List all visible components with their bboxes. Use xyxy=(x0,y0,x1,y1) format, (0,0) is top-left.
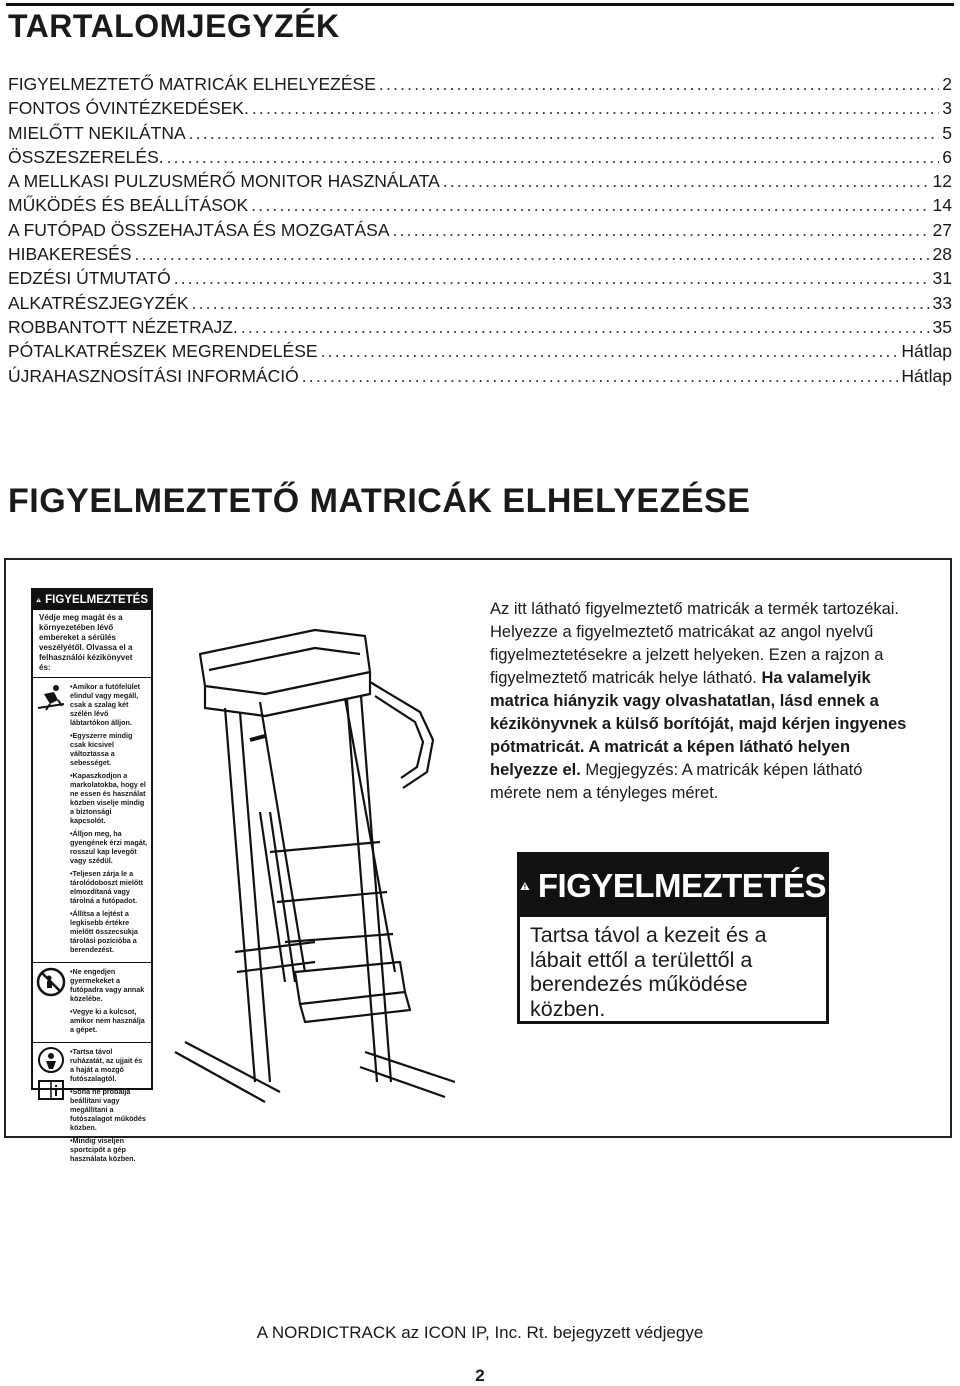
toc-leader-dots xyxy=(252,98,939,119)
toc-entry-page: 12 xyxy=(932,171,952,192)
small-label-bullet: •Teljesen zárja le a tárolódoboszt mielőtt elmozdítaná vagy tárolná a futópadot. xyxy=(70,869,144,906)
small-label-bullet: •Egyszerre mindig csak kicsivel változtassa a sebességet. xyxy=(70,731,133,768)
toc-entry-title: MIELŐTT NEKILÁTNA xyxy=(8,122,186,143)
small-label-group-2-text xyxy=(68,967,148,1038)
toc-entry-title: PÓTALKATRÉSZEK MEGRENDELÉSE xyxy=(8,341,318,362)
section-title: FIGYELMEZTETŐ MATRICÁK ELHELYEZÉSE xyxy=(8,482,751,520)
small-label-bullet: •Tartsa távol ruházatát, az ujjait és a haját a mozgó futószalagtól. xyxy=(70,1047,143,1084)
trademark-notice: A NORDICTRACK az ICON IP, Inc. Rt. bejegyzett védjegye xyxy=(256,1323,704,1342)
small-label-group-2 xyxy=(33,962,151,1042)
no-children-icon xyxy=(36,967,66,997)
toc-leader-dots xyxy=(135,244,930,265)
toc-leader-dots xyxy=(393,220,930,241)
small-label-bullet: •Álljon meg, ha gyengének érzi magát, rosszul kap levegőt vagy szédül. xyxy=(70,829,148,866)
small-label-bullet: •Állítsa a lejtést a legkisebb értékre mielőtt összecsukja tárolási pozícióba a berendezést. xyxy=(70,909,138,955)
toc-entry[interactable] xyxy=(8,74,952,98)
small-label-bullet: •Ne engedjen gyermekeket a futópadra vagy annak közelébe. xyxy=(70,967,145,1004)
toc-entry[interactable] xyxy=(8,268,952,292)
toc-entry-page: 5 xyxy=(942,122,952,143)
toc-entry-title: ÖSSZESZERELÉS. xyxy=(8,146,164,167)
toc-leader-dots xyxy=(167,147,940,168)
small-label-header xyxy=(33,590,151,610)
large-warning-label xyxy=(517,852,829,1024)
toc-entry-page: 35 xyxy=(932,316,952,337)
toc-entry-title: A MELLKASI PULZUSMÉRŐ MONITOR HASZNÁLATA xyxy=(8,171,440,192)
toc-entry[interactable] xyxy=(8,195,952,219)
toc-entry[interactable] xyxy=(8,171,952,195)
toc-entry-title: FONTOS ÓVINTÉZKEDÉSEK. xyxy=(8,98,249,119)
large-label-body: Tartsa távol a kezeit és a lábait ettől a területtől a berendezés működése közben. xyxy=(530,923,767,1021)
toc-entry-title: ALKATRÉSZJEGYZÉK xyxy=(8,292,189,313)
large-label-header xyxy=(520,855,826,917)
top-rule xyxy=(6,3,954,6)
toc-entry[interactable] xyxy=(8,98,952,122)
toc-entry-page: 33 xyxy=(932,292,952,313)
toc-entry-title: ROBBANTOTT NÉZETRAJZ. xyxy=(8,316,238,337)
small-label-bullet: •Mindig viseljen sportcipőt a gép használata közben. xyxy=(70,1136,136,1164)
warning-triangle-icon xyxy=(520,871,530,901)
toc-leader-dots xyxy=(174,268,930,289)
large-label-title: FIGYELMEZTETÉS xyxy=(537,867,826,904)
toc-entry[interactable] xyxy=(8,317,952,341)
toc-entry-page: 6 xyxy=(942,146,952,167)
toc-entry-page: 31 xyxy=(932,268,952,289)
toc-entry-title: HIBAKERESÉS xyxy=(8,244,132,265)
toc-entry-page: 14 xyxy=(932,195,952,216)
small-label-group-1-text xyxy=(68,682,148,958)
toc-leader-dots xyxy=(192,293,930,314)
toc-leader-dots xyxy=(241,317,930,338)
toc-leader-dots xyxy=(189,123,940,144)
toc-entry-title: A FUTÓPAD ÖSSZEHAJTÁSA ÉS MOZGATÁSA xyxy=(8,219,390,240)
page-number: 2 xyxy=(475,1366,485,1385)
pinch-hazard-and-manual-icon xyxy=(36,1047,66,1103)
label-description xyxy=(490,598,910,805)
toc-entry[interactable] xyxy=(8,341,952,365)
small-label-bullet: •Kapaszkodjon a markolatokba, hogy el ne essen és használat közben viselje mindig a biztonsági kapcsolót. xyxy=(70,771,146,826)
toc-leader-dots xyxy=(251,195,929,216)
treadmill-drawing xyxy=(165,612,455,1112)
small-label-intro: Védje meg magát és a környezetében lévő embereket a sérülés veszélyétől. Olvassa el a felhasználói kézikönyvet és: xyxy=(33,610,151,678)
small-label-bullet: •Vegye ki a kulcsot, amikor nem használja a gépet. xyxy=(70,1007,145,1035)
toc-leader-dots xyxy=(321,341,899,362)
toc-entry[interactable] xyxy=(8,123,952,147)
toc-entry[interactable] xyxy=(8,147,952,171)
toc-entry-page: 28 xyxy=(932,244,952,265)
small-warning-label xyxy=(31,588,153,1164)
small-label-group-3-text xyxy=(68,1047,148,1167)
falling-person-icon xyxy=(36,682,66,712)
toc-entry[interactable] xyxy=(8,220,952,244)
small-label-group-1 xyxy=(33,678,151,962)
toc-entry-page: 27 xyxy=(932,219,952,240)
toc-leader-dots xyxy=(379,74,939,95)
small-label-title: FIGYELMEZTETÉS xyxy=(45,594,148,606)
warning-triangle-icon xyxy=(36,594,41,606)
description-note: Megjegyzés: A matricák képen látható mérete nem a tényleges méret. xyxy=(490,761,863,802)
toc-entry-title: ÚJRAHASZNOSÍTÁSI INFORMÁCIÓ xyxy=(8,365,299,386)
small-label-group-3 xyxy=(33,1042,151,1171)
toc-entry-page: 3 xyxy=(942,98,952,119)
toc-entry[interactable] xyxy=(8,366,952,390)
description-intro: Az itt látható figyelmeztető matricák a termék tartozékai. Helyezze a figyelmeztető matricákat az angol nyelvű figyelmeztetésekre a jelzett helyeken. Ezen a rajzon a figyelmeztető matricák helye látható. xyxy=(490,600,899,687)
toc-entry[interactable] xyxy=(8,244,952,268)
toc-leader-dots xyxy=(302,366,899,387)
toc-leader-dots xyxy=(443,171,930,192)
small-label-bullet: •Soha ne próbálja beállítani vagy megállítani a futószalagot működés közben. xyxy=(70,1087,146,1133)
toc-entry-title: MŰKÖDÉS ÉS BEÁLLÍTÁSOK xyxy=(8,195,249,216)
toc-entry-page: Hátlap xyxy=(901,341,952,362)
toc-entry[interactable] xyxy=(8,293,952,317)
description-bold-instruction: Ha valamelyik matrica hiányzik vagy olvashatatlan, lásd ennek a kézikönyvnek a külső borítóját, majd kérjen ingyenes pótmatricát. A matricát a képen látható helyen helyezze el. xyxy=(490,669,907,779)
toc-entry-page: Hátlap xyxy=(901,365,952,386)
table-of-contents xyxy=(8,74,952,390)
small-label-bullet: •Amikor a futófelület elindul vagy megáll, csak a szalag két szélén lévő lábtartókon álljon. xyxy=(70,682,141,728)
toc-entry-page: 2 xyxy=(942,74,952,94)
toc-entry-title: FIGYELMEZTETŐ MATRICÁK ELHELYEZÉSE xyxy=(8,74,376,94)
page-title: TARTALOMJEGYZÉK xyxy=(8,8,340,44)
toc-entry-title: EDZÉSI ÚTMUTATÓ xyxy=(8,268,171,289)
